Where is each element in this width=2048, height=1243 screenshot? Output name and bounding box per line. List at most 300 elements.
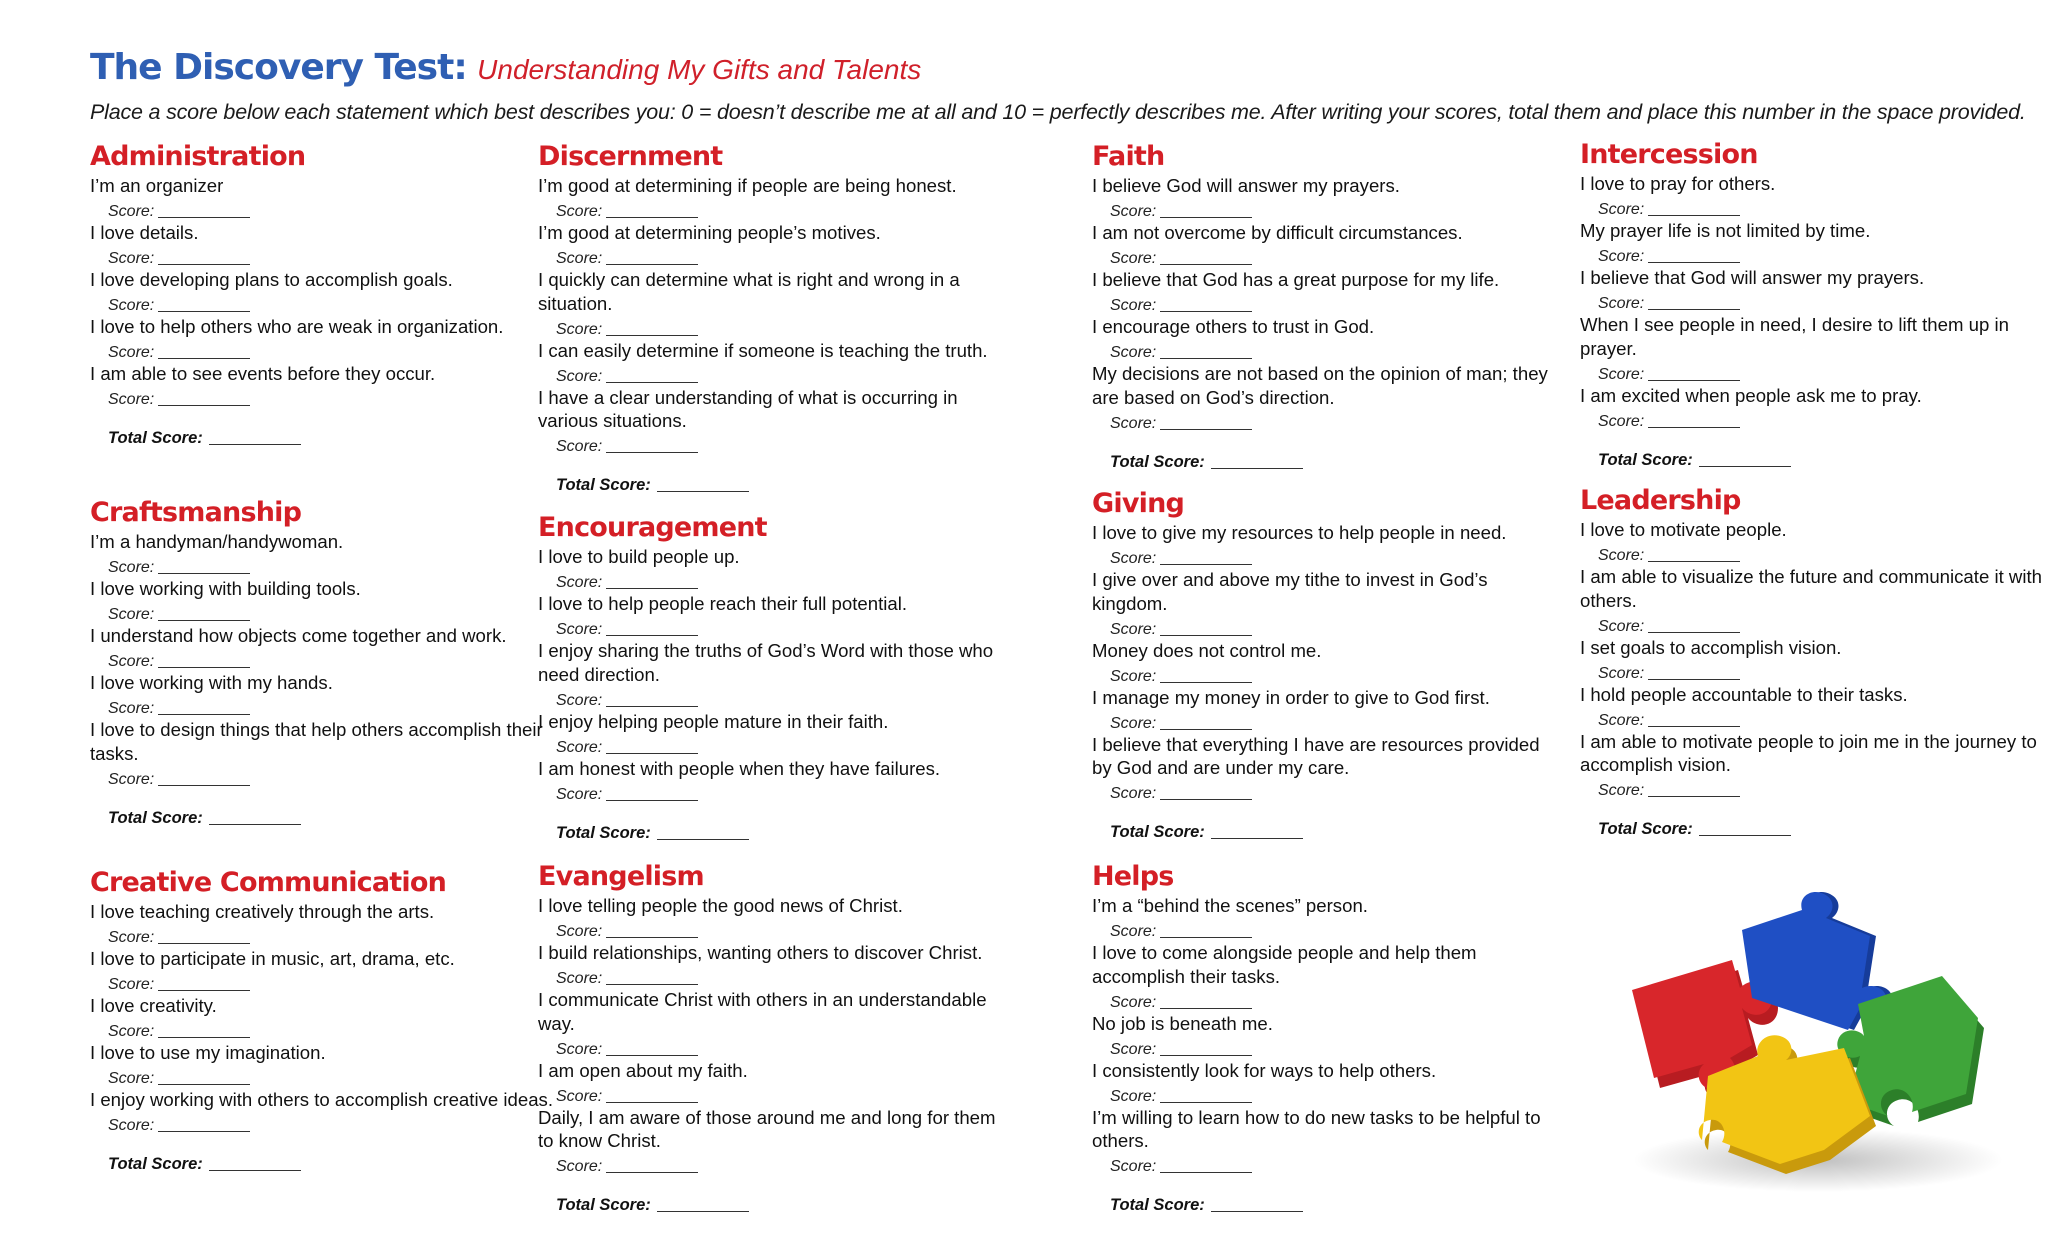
statement-item <box>1580 518 2045 565</box>
total-score-blank[interactable] <box>657 838 749 840</box>
score-label: Score: <box>108 559 155 576</box>
total-score-row <box>90 1155 555 1174</box>
score-label: Score: <box>1598 295 1645 312</box>
total-score-blank[interactable] <box>1699 834 1791 836</box>
total-score-blank[interactable] <box>1211 1210 1303 1212</box>
statement-item <box>1092 1012 1557 1059</box>
score-label: Score: <box>108 203 155 220</box>
statement-text: I understand how objects come together and work. <box>90 625 507 646</box>
score-label: Score: <box>1110 923 1157 940</box>
statement-item <box>1580 636 2045 683</box>
statement-text: I’m a handyman/handywoman. <box>90 531 344 552</box>
statement-text: I manage my money in order to give to God first. <box>1092 686 1490 708</box>
score-row <box>90 292 555 316</box>
statement-text: Money does not control me. <box>1092 639 1322 661</box>
score-label: Score: <box>556 320 603 338</box>
score-label: Score: <box>556 438 603 455</box>
score-blank[interactable] <box>158 1083 250 1085</box>
statement-text: I love to help people reach their full potential. <box>538 593 908 614</box>
instructions: Place a score below each statement which best describes you: 0 = doesn’t describe me at all and 10 = perfectly describes me. After writing your scores, total them and place this number in the space provided. <box>90 100 2026 124</box>
score-blank[interactable] <box>606 216 698 218</box>
score-blank[interactable] <box>1160 310 1252 312</box>
score-row <box>1092 292 1557 316</box>
score-row <box>90 554 555 578</box>
score-label: Score: <box>108 606 155 623</box>
statement-text: I love telling people the good news of Christ. <box>538 895 903 916</box>
score-label: Score: <box>556 250 603 267</box>
statement-text: I love to help others who are weak in organization. <box>90 316 504 337</box>
score-blank[interactable] <box>1648 678 1740 680</box>
score-blank[interactable] <box>606 1171 698 1173</box>
score-blank[interactable] <box>158 666 250 668</box>
statement-item <box>1092 521 1557 568</box>
score-blank[interactable] <box>1648 560 1740 562</box>
total-score-row <box>1580 820 2045 839</box>
score-blank[interactable] <box>1160 634 1252 636</box>
score-label: Score: <box>1598 365 1645 383</box>
statement-item <box>90 174 555 221</box>
score-label: Score: <box>1598 782 1645 799</box>
page-title: The Discovery Test: <box>90 47 467 88</box>
statement-text: I believe that God has a great purpose for my life. <box>1092 269 1500 290</box>
statement-item <box>538 545 1003 592</box>
score-label: Score: <box>1598 248 1645 265</box>
statement-item <box>1092 568 1557 639</box>
statement-item <box>90 718 555 789</box>
total-score-label: Total Score: <box>1110 1196 1205 1214</box>
score-label: Score: <box>1110 1158 1157 1175</box>
score-blank[interactable] <box>1160 1007 1252 1009</box>
statement-item <box>1580 219 2045 266</box>
score-label: Score: <box>556 691 603 709</box>
statement-item <box>1580 384 2045 431</box>
score-row <box>90 695 555 719</box>
score-row <box>1092 780 1557 804</box>
score-label: Score: <box>1110 993 1157 1011</box>
score-blank[interactable] <box>1648 308 1740 310</box>
score-row <box>538 245 1003 269</box>
score-label: Score: <box>1110 203 1157 220</box>
section-heading: Helps <box>1092 861 1174 892</box>
section-heading: Faith <box>1092 141 1165 172</box>
score-blank[interactable] <box>1160 1101 1252 1103</box>
statement-text: I love to build people up. <box>538 546 740 567</box>
statement-text: I love to give my resources to help people in need. <box>1092 522 1507 543</box>
score-row <box>538 315 1003 339</box>
total-score-row <box>538 1196 1003 1215</box>
total-score-row <box>1580 451 2045 470</box>
score-label: Score: <box>1110 297 1157 314</box>
total-score-label: Total Score: <box>1598 820 1693 838</box>
statement-text: I love details. <box>90 222 199 243</box>
statement-text: I’m an organizer <box>90 175 224 196</box>
statement-text: I believe God will answer my prayers. <box>1092 175 1400 196</box>
score-blank[interactable] <box>1160 936 1252 938</box>
score-blank[interactable] <box>606 263 698 265</box>
score-blank[interactable] <box>1648 426 1740 428</box>
section-leadership <box>1580 484 2045 839</box>
score-label: Score: <box>556 970 603 987</box>
score-row <box>1580 542 2045 566</box>
score-blank[interactable] <box>1648 795 1740 797</box>
statement-item <box>1580 730 2045 801</box>
score-blank[interactable] <box>1160 357 1252 359</box>
score-label: Score: <box>108 344 155 361</box>
score-row <box>90 924 555 948</box>
statement-text: I quickly can determine what is right and wrong in a situation. <box>538 269 960 314</box>
section-giving <box>1092 487 1557 842</box>
score-row <box>1092 918 1557 942</box>
statement-item <box>538 221 1003 268</box>
statement-item <box>1092 268 1557 315</box>
statement-item <box>90 900 555 947</box>
score-label: Score: <box>1598 711 1645 729</box>
score-row <box>1580 243 2045 267</box>
score-label: Score: <box>556 1158 603 1175</box>
score-label: Score: <box>556 1040 603 1058</box>
score-label: Score: <box>1598 547 1645 564</box>
score-blank[interactable] <box>606 983 698 985</box>
score-blank[interactable] <box>1648 214 1740 216</box>
statement-text: I love developing plans to accomplish goals. <box>90 269 453 290</box>
statement-item <box>538 386 1003 457</box>
statement-item <box>538 639 1003 710</box>
statement-text: I build relationships, wanting others to discover Christ. <box>538 942 983 963</box>
score-row <box>1580 360 2045 384</box>
total-score-label: Total Score: <box>108 429 203 447</box>
section-creative-communication <box>90 866 555 1174</box>
score-blank[interactable] <box>1648 631 1740 633</box>
total-score-blank[interactable] <box>209 443 301 445</box>
score-row <box>90 245 555 269</box>
statement-text: I enjoy helping people mature in their faith. <box>538 710 889 732</box>
statement-text: I can easily determine if someone is teaching the truth. <box>538 339 988 361</box>
score-label: Score: <box>108 1023 155 1040</box>
score-blank[interactable] <box>158 310 250 312</box>
statement-item <box>90 221 555 268</box>
score-blank[interactable] <box>1648 379 1740 381</box>
score-blank[interactable] <box>1648 725 1740 727</box>
score-label: Score: <box>108 297 155 314</box>
score-row <box>1580 777 2045 801</box>
statement-text: I am able to visualize the future and communicate it with others. <box>1580 566 2042 611</box>
section-evangelism <box>538 860 1003 1215</box>
score-label: Score: <box>556 574 603 591</box>
score-label: Score: <box>556 785 603 803</box>
score-blank[interactable] <box>158 713 250 715</box>
score-blank[interactable] <box>606 634 698 636</box>
score-label: Score: <box>1598 664 1645 682</box>
statement-text: I give over and above my tithe to invest in God’s kingdom. <box>1092 569 1488 614</box>
score-blank[interactable] <box>1160 428 1252 430</box>
statement-item <box>90 577 555 624</box>
total-score-row <box>1092 453 1557 472</box>
total-score-blank[interactable] <box>1211 467 1303 469</box>
score-row <box>1580 196 2045 220</box>
score-row <box>90 765 555 789</box>
score-label: Score: <box>556 203 603 220</box>
section-heading: Administration <box>90 141 306 172</box>
page-header <box>90 47 2030 125</box>
statement-text: I am able to motivate people to join me in the journey to accomplish vision. <box>1580 730 2037 775</box>
statement-text: I love to pray for others. <box>1580 173 1776 194</box>
statement-item <box>90 947 555 994</box>
statement-text: I am able to see events before they occur. <box>90 363 436 384</box>
statement-text: My decisions are not based on the opinion of man; they are based on God’s direction. <box>1092 363 1548 408</box>
total-score-blank[interactable] <box>209 823 301 825</box>
title-line <box>90 47 2030 88</box>
total-score-blank[interactable] <box>1211 837 1303 839</box>
total-score-row <box>538 476 1003 495</box>
score-row <box>538 362 1003 386</box>
score-row <box>538 1035 1003 1059</box>
score-row <box>90 339 555 363</box>
score-row <box>1092 1082 1557 1106</box>
statement-text: I enjoy working with others to accomplish creative ideas. <box>90 1089 553 1110</box>
total-score-row <box>1092 823 1557 842</box>
score-blank[interactable] <box>158 1036 250 1038</box>
score-blank[interactable] <box>1160 563 1252 565</box>
section-intercession <box>1580 138 2045 470</box>
score-row <box>1092 198 1557 222</box>
statement-item <box>90 530 555 577</box>
statement-text: I am excited when people ask me to pray. <box>1580 384 1922 406</box>
score-label: Score: <box>1110 344 1157 361</box>
statement-text: I set goals to accomplish vision. <box>1580 636 1842 658</box>
total-score-label: Total Score: <box>108 808 203 827</box>
total-score-label: Total Score: <box>1110 823 1205 841</box>
score-label: Score: <box>108 700 155 717</box>
score-row <box>538 1082 1003 1106</box>
score-row <box>1092 709 1557 733</box>
score-row <box>1092 339 1557 363</box>
statement-text: I communicate Christ with others in an understandable way. <box>538 989 987 1034</box>
score-blank[interactable] <box>606 1054 698 1056</box>
score-row <box>538 616 1003 640</box>
total-score-label: Total Score: <box>1110 452 1205 471</box>
statement-text: I encourage others to trust in God. <box>1092 316 1375 337</box>
statement-item <box>90 362 555 409</box>
score-row <box>538 686 1003 710</box>
score-blank[interactable] <box>1160 1054 1252 1056</box>
score-blank[interactable] <box>606 752 698 754</box>
score-row <box>1580 290 2045 314</box>
statement-item <box>90 1088 555 1135</box>
score-blank[interactable] <box>606 1101 698 1103</box>
score-blank[interactable] <box>158 784 250 786</box>
score-label: Score: <box>1598 412 1645 430</box>
section-heading: Leadership <box>1580 485 1741 516</box>
score-label: Score: <box>108 1117 155 1134</box>
statement-item <box>538 174 1003 221</box>
score-blank[interactable] <box>606 334 698 336</box>
score-row <box>90 198 555 222</box>
score-row <box>1580 706 2045 730</box>
statement-text: I love teaching creatively through the arts. <box>90 901 435 922</box>
score-blank[interactable] <box>158 619 250 621</box>
score-row <box>1092 662 1557 686</box>
statement-item <box>1580 683 2045 730</box>
score-row <box>1092 545 1557 569</box>
section-heading: Intercession <box>1580 139 1758 170</box>
score-blank[interactable] <box>606 587 698 589</box>
statement-text: My prayer life is not limited by time. <box>1580 220 1871 241</box>
score-blank[interactable] <box>1648 261 1740 263</box>
score-label: Score: <box>108 391 155 408</box>
score-blank[interactable] <box>158 263 250 265</box>
statement-text: I have a clear understanding of what is occurring in various situations. <box>538 386 958 431</box>
statement-text: I am not overcome by difficult circumstances. <box>1092 222 1463 243</box>
score-blank[interactable] <box>1160 1171 1252 1173</box>
score-row <box>1092 245 1557 269</box>
statement-text: I love to motivate people. <box>1580 519 1787 540</box>
score-blank[interactable] <box>606 799 698 801</box>
statement-item <box>90 1041 555 1088</box>
total-score-row <box>90 429 555 448</box>
score-label: Score: <box>1110 550 1157 567</box>
score-blank[interactable] <box>158 404 250 406</box>
statement-text: I’m a “behind the scenes” person. <box>1092 895 1368 916</box>
score-row <box>90 601 555 625</box>
statement-text: I love creativity. <box>90 995 217 1016</box>
score-label: Score: <box>1598 201 1645 218</box>
score-label: Score: <box>1110 667 1157 685</box>
score-row <box>90 971 555 995</box>
statement-item <box>538 941 1003 988</box>
statement-item <box>1580 313 2045 384</box>
statement-item <box>90 268 555 315</box>
statement-item <box>1092 639 1557 686</box>
statement-text: I love working with my hands. <box>90 672 333 693</box>
statement-text: I enjoy sharing the truths of God’s Word with those who need direction. <box>538 640 994 685</box>
score-row <box>538 569 1003 593</box>
statement-item <box>538 894 1003 941</box>
total-score-blank[interactable] <box>209 1169 301 1171</box>
score-label: Score: <box>1110 250 1157 267</box>
score-label: Score: <box>1110 1040 1157 1058</box>
total-score-label: Total Score: <box>556 823 651 842</box>
score-row <box>538 733 1003 757</box>
score-row <box>538 965 1003 989</box>
total-score-blank[interactable] <box>657 490 749 492</box>
statement-item <box>1092 315 1557 362</box>
score-blank[interactable] <box>1160 728 1252 730</box>
statement-item <box>1580 172 2045 219</box>
section-heading: Discernment <box>538 141 723 172</box>
score-blank[interactable] <box>158 572 250 574</box>
statement-text: I am open about my faith. <box>538 1059 748 1081</box>
score-label: Score: <box>108 770 155 788</box>
statement-item <box>538 757 1003 804</box>
score-blank[interactable] <box>1160 263 1252 265</box>
section-heading: Encouragement <box>538 512 767 543</box>
score-label: Score: <box>556 923 603 940</box>
score-blank[interactable] <box>158 1130 250 1132</box>
statement-item <box>538 592 1003 639</box>
score-row <box>1092 409 1557 433</box>
score-label: Score: <box>556 621 603 638</box>
statement-item <box>90 624 555 671</box>
total-score-blank[interactable] <box>1699 465 1791 467</box>
statement-item <box>1092 686 1557 733</box>
statement-text: I love to participate in music, art, drama, etc. <box>90 948 455 969</box>
statement-item <box>1092 733 1557 804</box>
statement-text: I love to come alongside people and help them accomplish their tasks. <box>1092 942 1477 987</box>
score-label: Score: <box>556 367 603 385</box>
score-blank[interactable] <box>158 989 250 991</box>
statement-item <box>1092 221 1557 268</box>
statement-text: I believe that God will answer my prayers. <box>1580 267 1925 288</box>
score-row <box>1580 659 2045 683</box>
total-score-label: Total Score: <box>1598 450 1693 469</box>
statement-text: I believe that everything I have are resources provided by God and are under my care. <box>1092 733 1540 778</box>
statement-text: I am honest with people when they have failures. <box>538 757 941 779</box>
total-score-label: Total Score: <box>556 476 651 494</box>
statement-item <box>1092 941 1557 1012</box>
section-faith <box>1092 140 1557 472</box>
score-row <box>1580 407 2045 431</box>
statement-item <box>90 315 555 362</box>
score-blank[interactable] <box>158 216 250 218</box>
statement-text: I love working with building tools. <box>90 578 361 599</box>
score-row <box>538 198 1003 222</box>
statement-text: No job is beneath me. <box>1092 1012 1273 1034</box>
score-row <box>1092 1035 1557 1059</box>
score-row <box>538 780 1003 804</box>
puzzle-pieces-icon <box>1618 890 2018 1200</box>
statement-item <box>1092 1059 1557 1106</box>
statement-item <box>1092 1106 1557 1177</box>
statement-item <box>1092 362 1557 433</box>
statement-item <box>538 710 1003 757</box>
statement-text: I hold people accountable to their tasks. <box>1580 683 1908 705</box>
statement-item <box>1580 565 2045 636</box>
score-row <box>538 433 1003 457</box>
score-blank[interactable] <box>606 451 698 453</box>
score-blank[interactable] <box>158 357 250 359</box>
section-helps <box>1092 860 1557 1215</box>
page-subtitle: Understanding My Gifts and Talents <box>477 54 922 85</box>
statement-item <box>90 671 555 718</box>
total-score-label: Total Score: <box>556 1196 651 1214</box>
score-blank[interactable] <box>606 705 698 707</box>
statement-text: I love to design things that help others accomplish their tasks. <box>90 719 543 764</box>
score-blank[interactable] <box>1160 798 1252 800</box>
score-blank[interactable] <box>606 381 698 383</box>
score-label: Score: <box>108 653 155 670</box>
total-score-blank[interactable] <box>657 1210 749 1212</box>
score-blank[interactable] <box>1160 216 1252 218</box>
score-row <box>1092 615 1557 639</box>
statement-item <box>1092 174 1557 221</box>
statement-text: I consistently look for ways to help others. <box>1092 1059 1437 1081</box>
score-row <box>90 1018 555 1042</box>
statement-item <box>538 268 1003 339</box>
statement-item <box>538 339 1003 386</box>
statement-text: I’m willing to learn how to do new tasks to be helpful to others. <box>1092 1106 1541 1151</box>
score-label: Score: <box>1110 714 1157 732</box>
score-blank[interactable] <box>158 942 250 944</box>
score-label: Score: <box>1110 414 1157 432</box>
score-blank[interactable] <box>1160 681 1252 683</box>
score-label: Score: <box>556 1087 603 1105</box>
statement-item <box>1580 266 2045 313</box>
score-blank[interactable] <box>606 936 698 938</box>
score-label: Score: <box>1110 620 1157 638</box>
section-heading: Creative Communication <box>90 867 447 898</box>
score-label: Score: <box>1110 1087 1157 1105</box>
statement-text: Daily, I am aware of those around me and long for them to know Christ. <box>538 1106 996 1151</box>
